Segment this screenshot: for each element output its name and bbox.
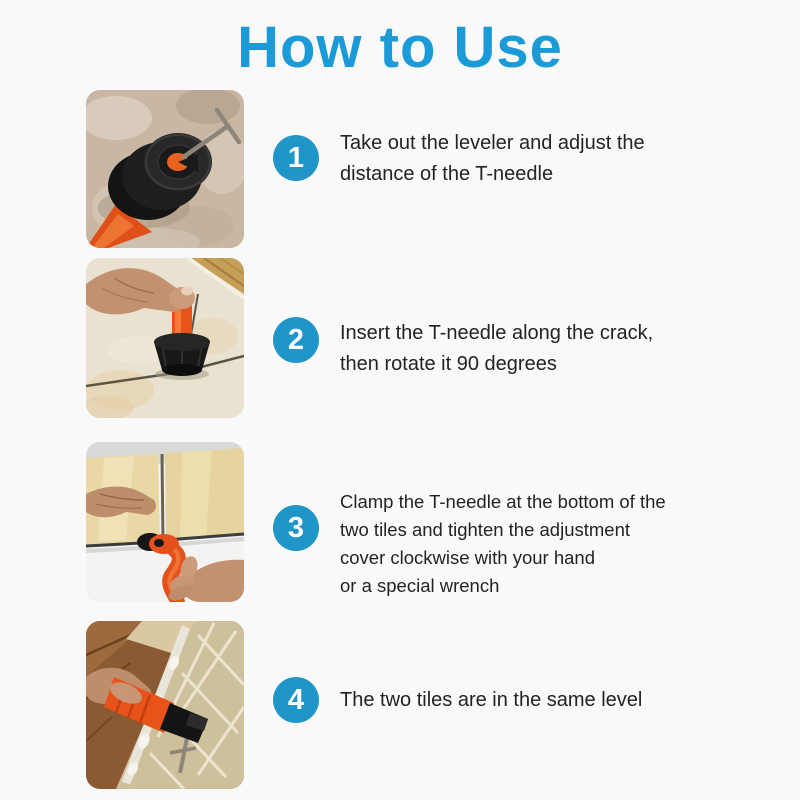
step-text-line: two tiles and tighten the adjustment bbox=[340, 519, 631, 540]
step-text-line: distance of the T-needle bbox=[340, 163, 554, 185]
step-2-photo bbox=[86, 258, 244, 418]
step-1-photo-image bbox=[86, 90, 244, 248]
step-2-photo-image bbox=[86, 258, 244, 418]
step-1-number: 1 bbox=[287, 141, 305, 174]
step-4-text bbox=[340, 685, 642, 716]
step-4-number: 4 bbox=[287, 683, 305, 716]
step-text-line: then rotate it 90 degrees bbox=[340, 353, 557, 375]
step-1-number-badge bbox=[273, 135, 319, 181]
step-3-photo bbox=[86, 442, 244, 602]
step-1-photo bbox=[86, 90, 244, 248]
step-3-text bbox=[340, 488, 666, 600]
step-3-photo-image bbox=[86, 442, 244, 602]
step-2-text bbox=[340, 318, 653, 380]
step-4-photo bbox=[86, 621, 244, 789]
step-2-number: 2 bbox=[287, 323, 305, 356]
step-text-line: cover clockwise with your hand bbox=[340, 547, 595, 568]
step-1-text bbox=[340, 128, 645, 190]
step-text-line: Clamp the T-needle at the bottom of the bbox=[340, 491, 666, 512]
step-4-photo-image bbox=[86, 621, 244, 789]
step-3-number: 3 bbox=[287, 511, 305, 544]
step-text-line: Insert the T-needle along the crack, bbox=[340, 322, 654, 344]
step-text-line: The two tiles are in the same level bbox=[340, 689, 643, 711]
step-2-number-badge bbox=[273, 317, 319, 363]
step-3-number-badge bbox=[273, 505, 319, 551]
step-text-line: Take out the leveler and adjust the bbox=[340, 132, 645, 154]
page-title: How to Use bbox=[237, 15, 563, 80]
step-4-number-badge bbox=[273, 677, 319, 723]
step-text-line: or a special wrench bbox=[340, 575, 500, 596]
